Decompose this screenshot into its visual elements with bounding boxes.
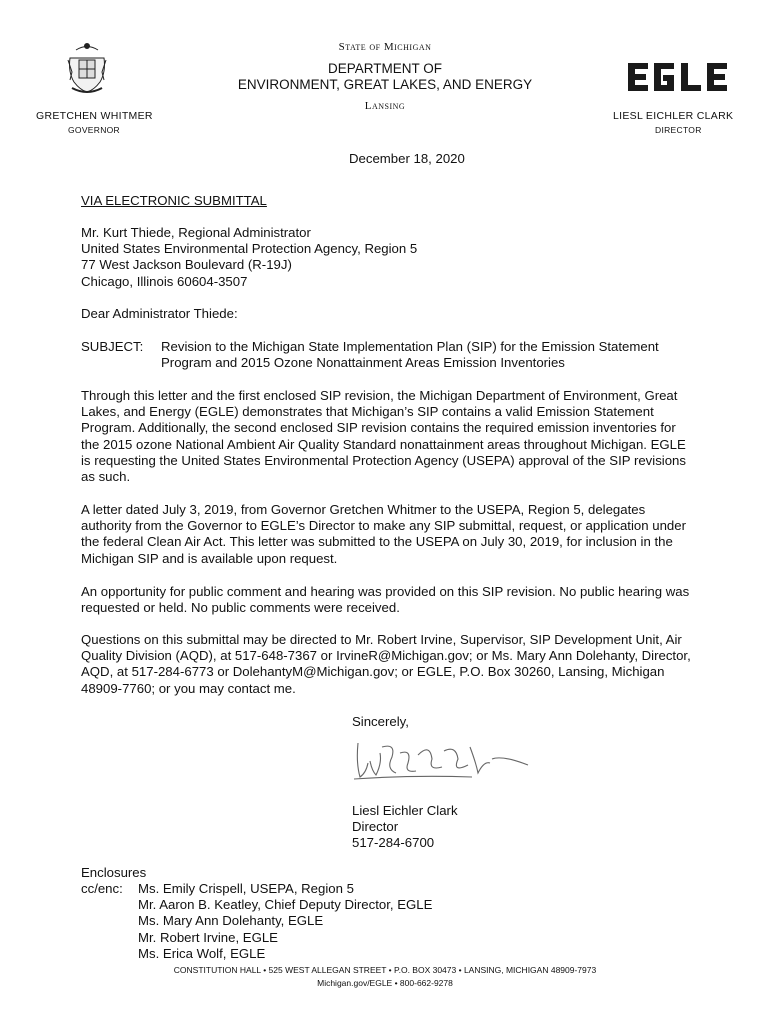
recipient-line: 77 West Jackson Boulevard (R-19J) — [81, 257, 292, 273]
city-line: Lansing — [364, 100, 406, 112]
subject-line-2: Program and 2015 Ozone Nonattainment Areas Emission Inventories — [161, 355, 565, 371]
governor-name: GRETCHEN WHITMER — [36, 110, 153, 122]
footer-contact: Michigan.gov/EGLE • 800-662-9278 — [317, 978, 453, 988]
governor-title: GOVERNOR — [68, 125, 120, 135]
department-line-2: ENVIRONMENT, GREAT LAKES, AND ENERGY — [237, 77, 533, 92]
paragraph-4: Questions on this submittal may be directed to Mr. Robert Irvine, Supervisor, SIP Development Unit, Air Quality Division (AQD), at 517-648-7367 or IrvineR@Michigan.gov; or Ms. Mary Ann Dolehanty, Director, AQD, at 517-284-6773 or DolehantyM@Michigan.gov; or EGLE, P.O. Box 30260, Lansing, Michigan 48909-7760; or you may contact me. — [81, 632, 691, 696]
director-name: LIESL EICHLER CLARK — [613, 110, 734, 122]
enclosures-label: Enclosures — [81, 865, 147, 880]
signer-title: Director — [352, 819, 399, 835]
signature-block — [352, 803, 602, 852]
cc-item: Ms. Emily Crispell, USEPA, Region 5 — [138, 881, 354, 896]
cc-item: Ms. Erica Wolf, EGLE — [138, 945, 266, 961]
paragraph-1: Through this letter and the first enclosed SIP revision, the Michigan Department of Environment, Great Lakes, and Energy (EGLE) demonstrates that Michigan’s SIP contains a valid Emission Statement Program. Additionally, the second enclosed SIP revision contains the required emission inventories for the 2015 ozone National Ambient Air Quality Standard nonattainment areas throughout Michigan. EGLE is requesting the United States Environmental Protection Agency (USEPA) approval of the SIP revisions as such. — [81, 388, 686, 485]
department-line-1: DEPARTMENT OF — [327, 61, 442, 76]
salutation: Dear Administrator Thiede: — [81, 306, 238, 321]
closing: Sincerely, — [352, 714, 409, 729]
recipient-address — [81, 225, 696, 290]
state-line: State of Michigan — [338, 41, 432, 53]
cc-item: Mr. Robert Irvine, EGLE — [138, 929, 278, 945]
subject-text — [161, 339, 721, 371]
signer-phone: 517-284-6700 — [352, 835, 435, 851]
signer-name: Liesl Eichler Clark — [352, 803, 458, 818]
egle-logo — [626, 60, 730, 94]
paragraph-2: A letter dated July 3, 2019, from Governor Gretchen Whitmer to the USEPA, Region 5, delegates authority from the Governor to EGLE’s Director to make any SIP submittal, request, or application under the federal Clean Air Act. This letter was submitted to the USEPA on July 30, 2019, for inclusion in the Michigan SIP and is available upon request. — [81, 502, 686, 566]
paragraph-3: An opportunity for public comment and hearing was provided on this SIP revision. No public hearing was requested or held. No public comments were received. — [81, 584, 690, 616]
letter-date: December 18, 2020 — [349, 151, 465, 166]
recipient-line: Chicago, Illinois 60604-3507 — [81, 273, 248, 289]
director-title: DIRECTOR — [655, 125, 702, 135]
cc-label: cc/enc: — [81, 881, 123, 896]
cc-item: Ms. Mary Ann Dolehanty, EGLE — [138, 913, 324, 929]
svg-text:EGLE: EGLE — [678, 80, 681, 81]
handwritten-signature — [352, 733, 532, 788]
cc-item: Mr. Aaron B. Keatley, Chief Deputy Director, EGLE — [138, 897, 433, 913]
cc-list — [138, 881, 638, 962]
recipient-line: Mr. Kurt Thiede, Regional Administrator — [81, 225, 311, 240]
subject-line-1: Revision to the Michigan State Implementation Plan (SIP) for the Emission Statement — [161, 339, 659, 354]
subject-label: SUBJECT: — [81, 339, 144, 354]
recipient-line: United States Environmental Protection Agency, Region 5 — [81, 241, 418, 257]
via-line: VIA ELECTRONIC SUBMITTAL — [81, 193, 267, 208]
footer-address: CONSTITUTION HALL • 525 WEST ALLEGAN STREET • P.O. BOX 30473 • LANSING, MICHIGAN 48909-7973 — [173, 965, 597, 975]
